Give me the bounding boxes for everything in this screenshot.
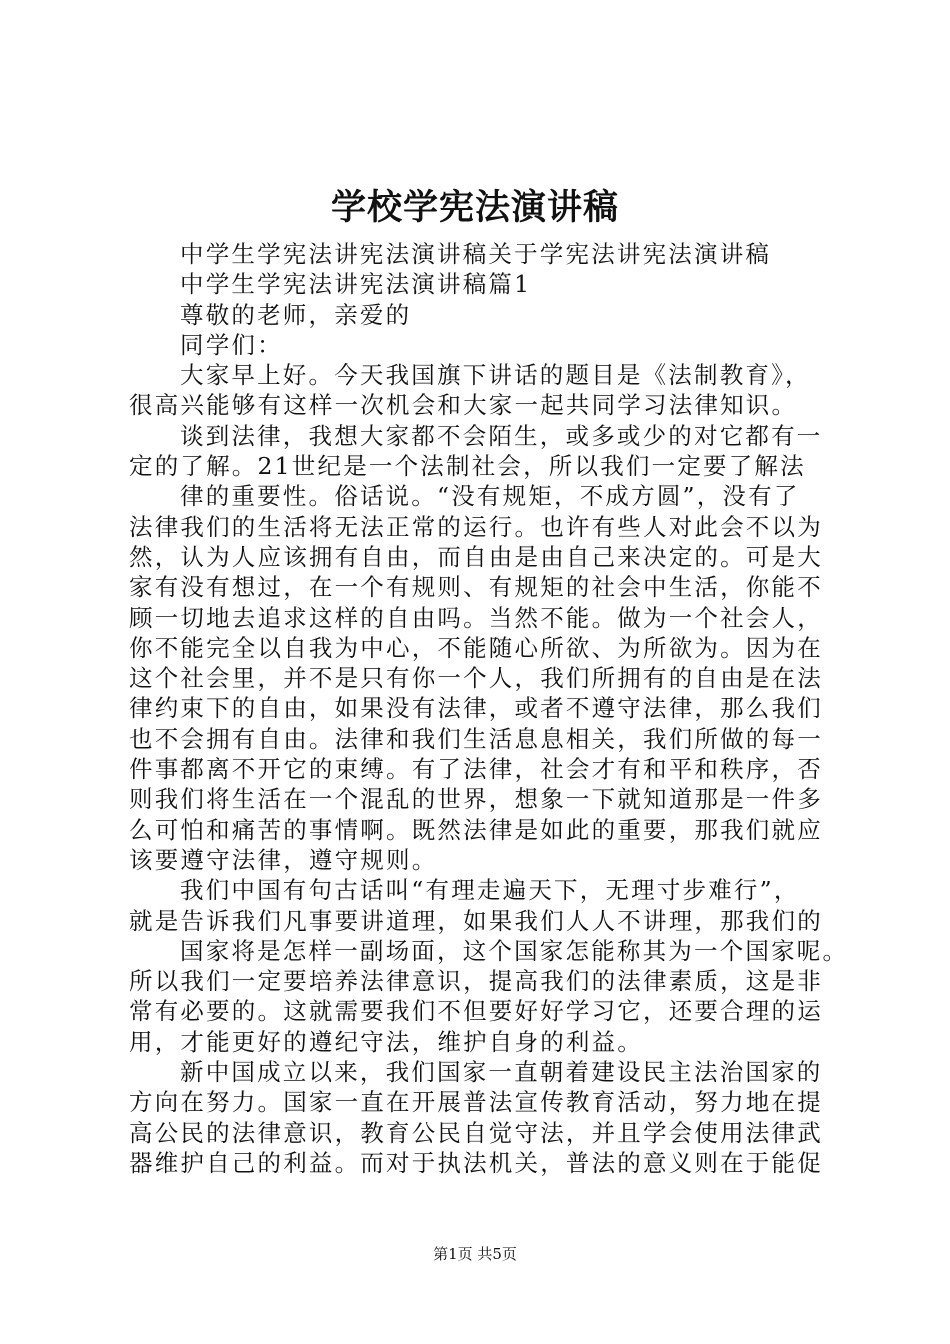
- body-line: 律约束下的自由，如果没有法律，或者不遵守法律，那么我们: [129, 694, 823, 723]
- body-line: 中学生学宪法讲宪法演讲稿关于学宪法讲宪法演讲稿: [180, 240, 772, 268]
- body-line: 中学生学宪法讲宪法演讲稿篇1: [180, 270, 532, 299]
- page-footer: 第1页 共5页: [433, 1245, 517, 1263]
- body-line: 则我们将生活在一个混乱的世界，想象一下就知道那是一件多: [129, 785, 823, 814]
- body-line: 这个社会里，并不是只有你一个人，我们所拥有的自由是在法: [129, 664, 823, 693]
- body-line: 很高兴能够有这样一次机会和大家一起共同学习法律知识。: [129, 391, 798, 420]
- document-body: [129, 239, 849, 1178]
- body-line: 高公民的法律意识，教育公民自觉守法，并且学会使用法律武: [129, 1118, 823, 1147]
- body-line: 尊敬的老师，亲爱的: [180, 300, 412, 329]
- body-line: 件事都离不开它的束缚。有了法律，社会才有和平和秩序，否: [129, 755, 823, 784]
- body-line: 常有必要的。这就需要我们不但要好好学习它，还要合理的运: [129, 997, 823, 1026]
- body-line: 用，才能更好的遵纪守法，维护自身的利益。: [129, 1027, 643, 1056]
- body-line: 也不会拥有自由。法律和我们生活息息相关，我们所做的每一: [129, 724, 823, 753]
- body-line: 然，认为人应该拥有自由，而自由是由自己来决定的。可是大: [129, 542, 823, 571]
- body-line: 就是告诉我们凡事要讲道理，如果我们人人不讲理，那我们的: [129, 906, 823, 935]
- document-title: 学校学宪法演讲稿: [330, 187, 619, 228]
- body-line: 法律我们的生活将无法正常的运行。也许有些人对此会不以为: [129, 512, 823, 541]
- body-line: 方向在努力。国家一直在开展普法宣传教育活动，努力地在提: [129, 1088, 823, 1117]
- body-line: 该要遵守法律，遵守规则。: [129, 845, 438, 874]
- body-line: 我们中国有句古话叫“有理走遍天下，无理寸步难行”，: [180, 876, 800, 905]
- body-line: 新中国成立以来，我们国家一直朝着建设民主法治国家的: [180, 1058, 823, 1087]
- body-line: 律的重要性。俗话说。“没有规矩，不成方圆”，没有了: [180, 482, 800, 511]
- body-line: 你不能完全以自我为中心，不能随心所欲、为所欲为。因为在: [129, 633, 823, 662]
- body-line: 所以我们一定要培养法律意识，提高我们的法律素质，这是非: [129, 967, 823, 996]
- body-line: 同学们：: [180, 330, 283, 359]
- body-line: 大家早上好。今天我国旗下讲话的题目是《法制教育》，: [180, 361, 811, 390]
- body-line: 国家将是怎样一副场面，这个国家怎能称其为一个国家呢。: [180, 936, 849, 965]
- body-line: 顾一切地去追求这样的自由吗。当然不能。做为一个社会人，: [129, 603, 823, 632]
- body-line: 器维护自己的利益。而对于执法机关，普法的意义则在于能促: [129, 1148, 823, 1177]
- body-line: 家有没有想过，在一个有规则、有规矩的社会中生活，你能不: [129, 573, 823, 602]
- body-line: 定的了解。21世纪是一个法制社会，所以我们一定要了解法: [129, 452, 806, 481]
- body-line: 谈到法律，我想大家都不会陌生，或多或少的对它都有一: [180, 421, 823, 450]
- body-line: 么可怕和痛苦的事情啊。既然法律是如此的重要，那我们就应: [129, 815, 823, 844]
